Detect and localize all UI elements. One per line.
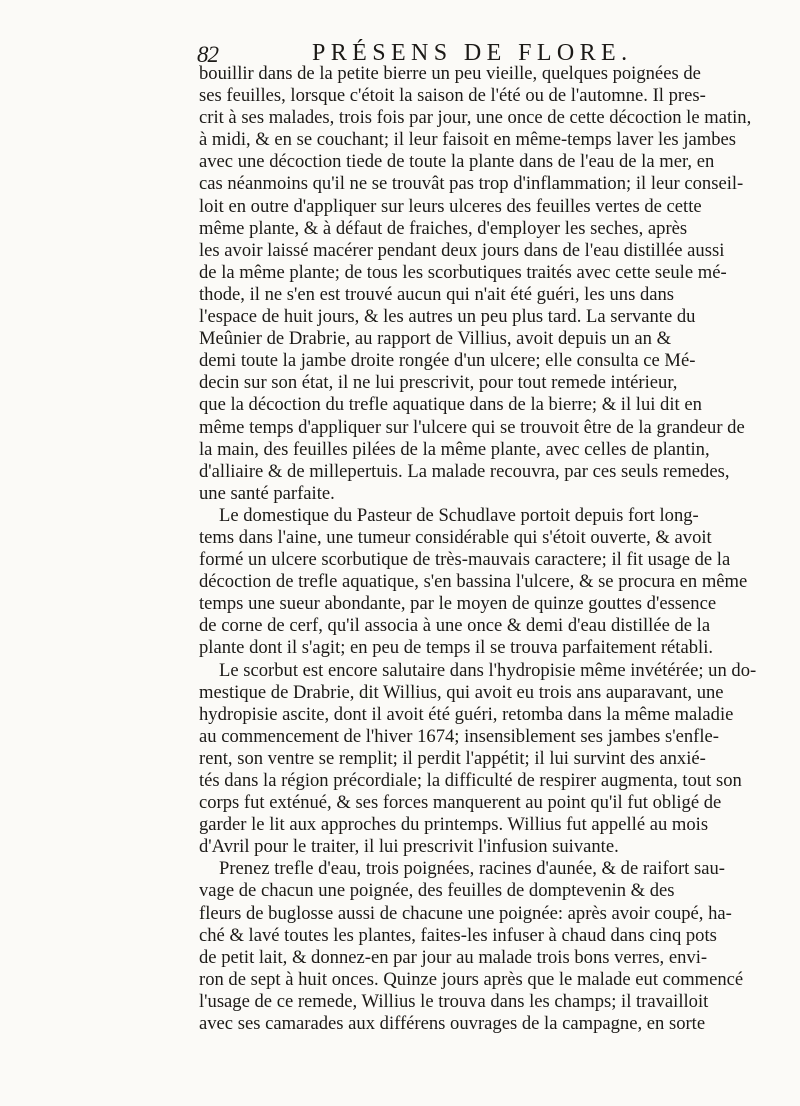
text-line: garder le lit aux approches du printemps. Willius fut appellé au mois: [199, 814, 709, 836]
text-line: à midi, & en se couchant; il leur faisoit en même-temps laver les jambes: [199, 129, 736, 151]
text-line: tés dans la région précordiale; la difficulté de respirer augmenta, tout son: [199, 770, 742, 791]
text-line: Meûnier de Drabrie, au rapport de Villius, avoit depuis un an &: [199, 328, 672, 350]
text-line: Le domestique du Pasteur de Schudlave portoit depuis fort long-: [219, 504, 699, 526]
text-line: mestique de Drabrie, dit Willius, qui avoit eu trois ans auparavant, une: [199, 681, 724, 703]
text-line: demi toute la jambe droite rongée d'un ulcere; elle consulta ce Mé-: [199, 350, 696, 372]
text-line: bouillir dans de la petite bierre un peu vieille, quelques poignées de: [199, 63, 701, 84]
running-head: PRÉSENS DE FLORE.: [312, 40, 633, 66]
text-line: une santé parfaite.: [199, 482, 335, 504]
text-line: même temps d'appliquer sur l'ulcere qui se trouvoit être de la grandeur de: [199, 416, 745, 438]
text-line: vage de chacun une poignée, des feuilles de domptevenin & des: [199, 880, 675, 902]
text-line: avec une décoction tiede de toute la plante dans de l'eau de la mer, en: [199, 151, 715, 173]
text-line: ron de sept à huit onces. Quinze jours après que le malade eut commencé: [199, 968, 744, 990]
text-line: d'alliaire & de millepertuis. La malade recouvra, par ces seuls remedes,: [199, 460, 730, 482]
paragraph: [199, 858, 779, 1035]
text-line: tems dans l'aine, une tumeur considérable qui s'étoit ouverte, & avoit: [199, 526, 712, 548]
text-line: ché & lavé toutes les plantes, faites-les infuser à chaud dans cinq pots: [199, 924, 717, 946]
text-line: la main, des feuilles pilées de la même plante, avec celles de plantin,: [199, 438, 710, 460]
paragraph: [199, 505, 779, 660]
text-line: décoction de trefle aquatique, s'en bassina l'ulcere, & se procura en même: [199, 571, 748, 593]
text-line: de petit lait, & donnez-en par jour au malade trois bons verres, envi-: [199, 946, 708, 968]
text-line: fleurs de buglosse aussi de chacune une poignée: après avoir coupé, ha-: [199, 902, 732, 924]
text-line: les avoir laissé macérer pendant deux jours dans de l'eau distillée aussi: [199, 239, 725, 261]
body-text: [199, 63, 779, 1035]
text-line: Le scorbut est encore salutaire dans l'hydropisie même invétérée; un do-: [219, 659, 757, 681]
text-line: decin sur son état, il ne lui prescrivit, pour tout remede intérieur,: [199, 372, 678, 394]
text-line: Prenez trefle d'eau, trois poignées, racines d'aunée, & de raifort sau-: [219, 858, 725, 880]
paragraph: [199, 63, 779, 505]
text-line: au commencement de l'hiver 1674; insensiblement ses jambes s'enfle-: [199, 725, 719, 747]
text-line: rent, son ventre se remplit; il perdit l'appétit; il lui survint des anxié-: [199, 747, 706, 769]
paragraph: [199, 660, 779, 859]
text-line: de corne de cerf, qu'il associa à une once & demi d'eau distillée de la: [199, 615, 711, 637]
text-line: formé un ulcere scorbutique de très-mauvais caractere; il fit usage de la: [199, 549, 731, 571]
text-line: avec ses camarades aux différens ouvrages de la campagne, en sorte: [199, 1013, 706, 1035]
text-line: crit à ses malades, trois fois par jour, une once de cette décoction le matin,: [199, 107, 752, 129]
text-line: l'espace de huit jours, & les autres un peu plus tard. La servante du: [199, 306, 696, 328]
text-line: temps une sueur abondante, par le moyen de quinze gouttes d'essence: [199, 593, 717, 615]
text-line: même plante, & à défaut de fraiches, d'employer les seches, après: [199, 217, 688, 239]
text-line: loit en outre d'appliquer sur leurs ulceres des feuilles vertes de cette: [199, 195, 702, 217]
text-line: cas néanmoins qu'il ne se trouvât pas trop d'inflammation; il leur conseil-: [199, 173, 744, 195]
text-line: thode, il ne s'en est trouvé aucun qui n'ait été guéri, les uns dans: [199, 283, 675, 305]
text-line: ses feuilles, lorsque c'étoit la saison de l'été ou de l'automne. Il pres-: [199, 85, 706, 107]
text-line: plante dont il s'agit; en peu de temps il se trouva parfaitement rétabli.: [199, 637, 714, 659]
text-line: d'Avril pour le traiter, il lui prescrivit l'infusion suivante.: [199, 836, 619, 858]
page-number: 82: [197, 42, 218, 67]
text-line: l'usage de ce remede, Willius le trouva dans les champs; il travailloit: [199, 990, 709, 1012]
text-line: hydropisie ascite, dont il avoit été guéri, retomba dans la même maladie: [199, 703, 734, 725]
text-line: corps fut exténué, & ses forces manquerent au point qu'il fut obligé de: [199, 792, 722, 814]
text-line: que la décoction du trefle aquatique dans de la bierre; & il lui dit en: [199, 394, 702, 416]
text-line: de la même plante; de tous les scorbutiques traités avec cette seule mé-: [199, 261, 727, 283]
